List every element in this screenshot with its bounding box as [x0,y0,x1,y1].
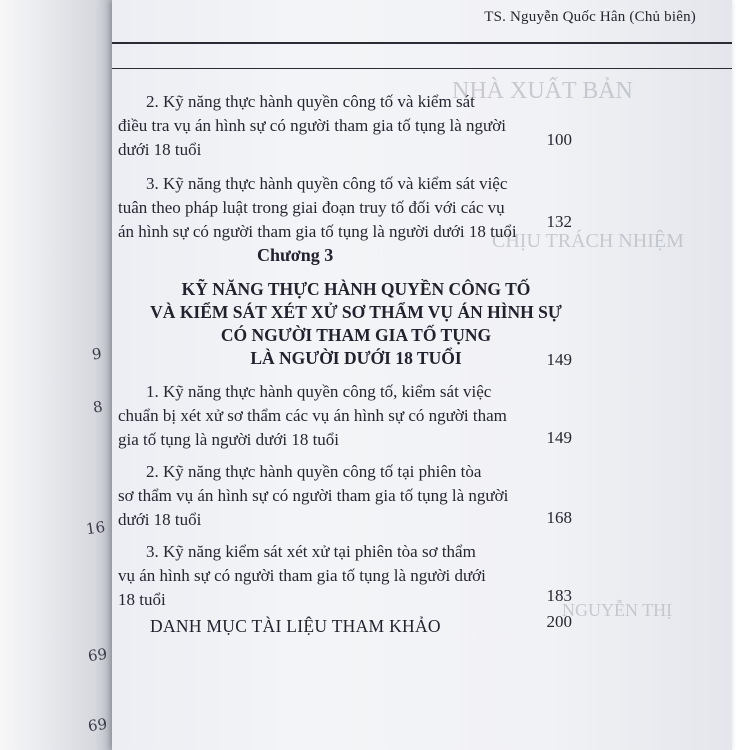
toc-line: dưới 18 tuổi [118,510,202,529]
margin-number: 69 [86,714,109,736]
references-heading: DANH MỤC TÀI LIỆU THAM KHẢO [150,616,441,636]
chapter-title-line: CÓ NGƯỜI THAM GIA TỐ TỤNG [220,325,492,345]
chapter-title-line: KỸ NĂNG THỰC HÀNH QUYỀN CÔNG TỐ [181,279,531,299]
page-number: 132 [546,212,572,231]
page-number: 168 [546,508,572,527]
page-number: 200 [546,612,572,631]
book-page: NHÀ XUẤT BẢN CHỊU TRÁCH NHIỆM NGUYỄN THỊ [112,0,732,750]
toc-line: vụ án hình sự có người tham gia tố tụng là người dưới [118,566,486,585]
page-number: 149 [546,428,572,447]
toc-line: 3. Kỹ năng thực hành quyền công tố và kiểm sát việc [146,174,508,193]
chapter-title-line: LÀ NGƯỜI DƯỚI 18 TUỔI [250,348,462,368]
chapter-title-line: VÀ KIỂM SÁT XÉT XỬ SƠ THẨM VỤ ÁN HÌNH SỰ [150,302,562,322]
toc-line: chuẩn bị xét xử sơ thẩm các vụ án hình sự có người tham [118,406,507,425]
margin-number: 8 [91,397,104,417]
page-number: 100 [546,130,572,149]
margin-number: 9 [90,344,103,364]
header-author: TS. Nguyễn Quốc Hân (Chủ biên) [484,9,696,25]
toc-line: 2. Kỹ năng thực hành quyền công tố và kiểm sát [146,92,475,111]
chapter-label: Chương 3 [257,245,334,265]
margin-number: 69 [86,644,109,666]
toc-line: sơ thẩm vụ án hình sự có người tham gia tố tụng là người [118,486,509,505]
page-number: 183 [546,586,572,605]
toc-line: tuân theo pháp luật trong giai đoạn truy tố đối với các vụ [118,198,505,217]
toc-line: 2. Kỹ năng thực hành quyền công tố tại phiên tòa [146,462,482,481]
toc-line: án hình sự có người tham gia tố tụng là người dưới 18 tuổi [118,222,517,241]
margin-number: 16 [84,517,107,539]
toc-line: dưới 18 tuổi [118,140,202,159]
toc-line: điều tra vụ án hình sự có người tham gia tố tụng là người [118,116,506,135]
toc-line: gia tố tụng là người dưới 18 tuổi [118,430,340,449]
page-number: 149 [546,350,572,369]
toc-line: 1. Kỹ năng thực hành quyền công tố, kiểm sát việc [146,382,492,401]
toc-line: 18 tuổi [118,590,166,609]
toc-line: 3. Kỹ năng kiểm sát xét xử tại phiên tòa sơ thẩm [146,542,476,561]
